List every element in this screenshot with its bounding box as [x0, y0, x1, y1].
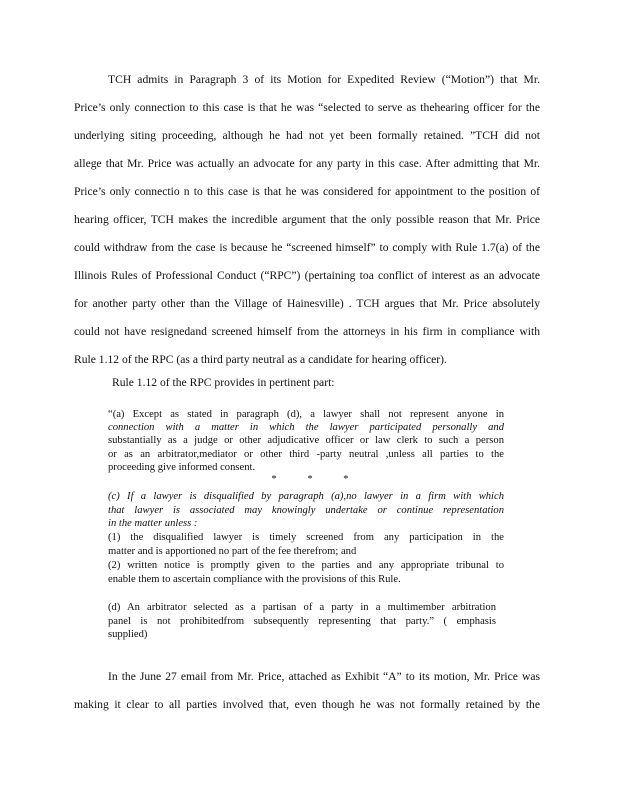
paragraph-1-line: could withdraw from the case is because he “screened himself” to comply with Rule 1.7(a) of the [74, 241, 540, 254]
rule-quote-line: (c) If a lawyer is disqualified by paragraph (a),no lawyer in a firm with which [108, 491, 504, 502]
rule-quote-line: that lawyer is associated may knowingly undertake or continue representation [108, 505, 504, 516]
paragraph-1-line: Price’s only connection to this case is that he was “selected to serve as thehearing officer for the [74, 101, 540, 114]
paragraph-1-line: Rule 1.12 of the RPC (as a third party neutral as a candidate for hearing officer). [74, 353, 447, 366]
rule-quote-line: enable them to ascertain compliance with the provisions of this Rule. [108, 574, 401, 585]
quote-lead-in: Rule 1.12 of the RPC provides in pertinent part: [112, 376, 335, 389]
rule-quote-line: supplied) [108, 629, 148, 640]
paragraph-1-line: Illinois Rules of Professional Conduct (“RPC”) (pertaining toa conflict of interest as an advocate [74, 269, 540, 282]
rule-quote-line: (1) the disqualified lawyer is timely screened from any participation in the [108, 532, 504, 543]
rule-quote-line: in the matter unless : [108, 518, 198, 529]
rule-quote-line: substantially as a judge or other adjudicative officer or law clerk to such a person [108, 435, 504, 446]
rule-quote-line: matter and is apportioned no part of the fee therefrom; and [108, 546, 357, 557]
paragraph-1-line: for another party other than the Village of Hainesville) . TCH argues that Mr. Price absolutely [74, 297, 540, 310]
paragraph-1-line: could not have resignedand screened himself from the attorneys in his firm in compliance with [74, 325, 540, 338]
paragraph-2-line: In the June 27 email from Mr. Price, attached as Exhibit “A” to its motion, Mr. Price was [108, 670, 540, 683]
paragraph-1-line: TCH admits in Paragraph 3 of its Motion for Expedited Review (“Motion”) that Mr. [108, 73, 540, 86]
rule-quote-line: panel is not prohibitedfrom subsequently representing that party.” ( emphasis [108, 616, 496, 627]
paragraph-1-line: Price’s only connectio n to this case is that he was considered for appointment to the position of [74, 185, 540, 198]
rule-quote-line: (d) An arbitrator selected as a partisan of a party in a multimember arbitration [108, 602, 496, 613]
rule-quote-line: connection with a matter in which the lawyer participated personally and [108, 422, 504, 433]
paragraph-1-line: underlying siting proceeding, although he had not yet been formally retained. ”TCH did not [74, 129, 540, 142]
rule-quote-line: or as an arbitrator,mediator or other third -party neutral ,unless all parties to the [108, 449, 504, 460]
paragraph-1-line: hearing officer, TCH makes the incredible argument that the only possible reason that Mr. Price [74, 213, 540, 226]
paragraph-1-line: allege that Mr. Price was actually an advocate for any party in this case. After admitting that Mr. [74, 157, 540, 170]
rule-quote-line: “(a) Except as stated in paragraph (d), a lawyer shall not represent anyone in [108, 409, 504, 420]
rule-quote-line: (2) written notice is promptly given to the parties and any appropriate tribunal to [108, 560, 504, 571]
paragraph-2-line: making it clear to all parties involved that, even though he was not formally retained by the [74, 698, 540, 711]
section-break-stars: * * * [271, 474, 363, 485]
rule-quote-line: proceeding give informed consent. [108, 462, 256, 473]
